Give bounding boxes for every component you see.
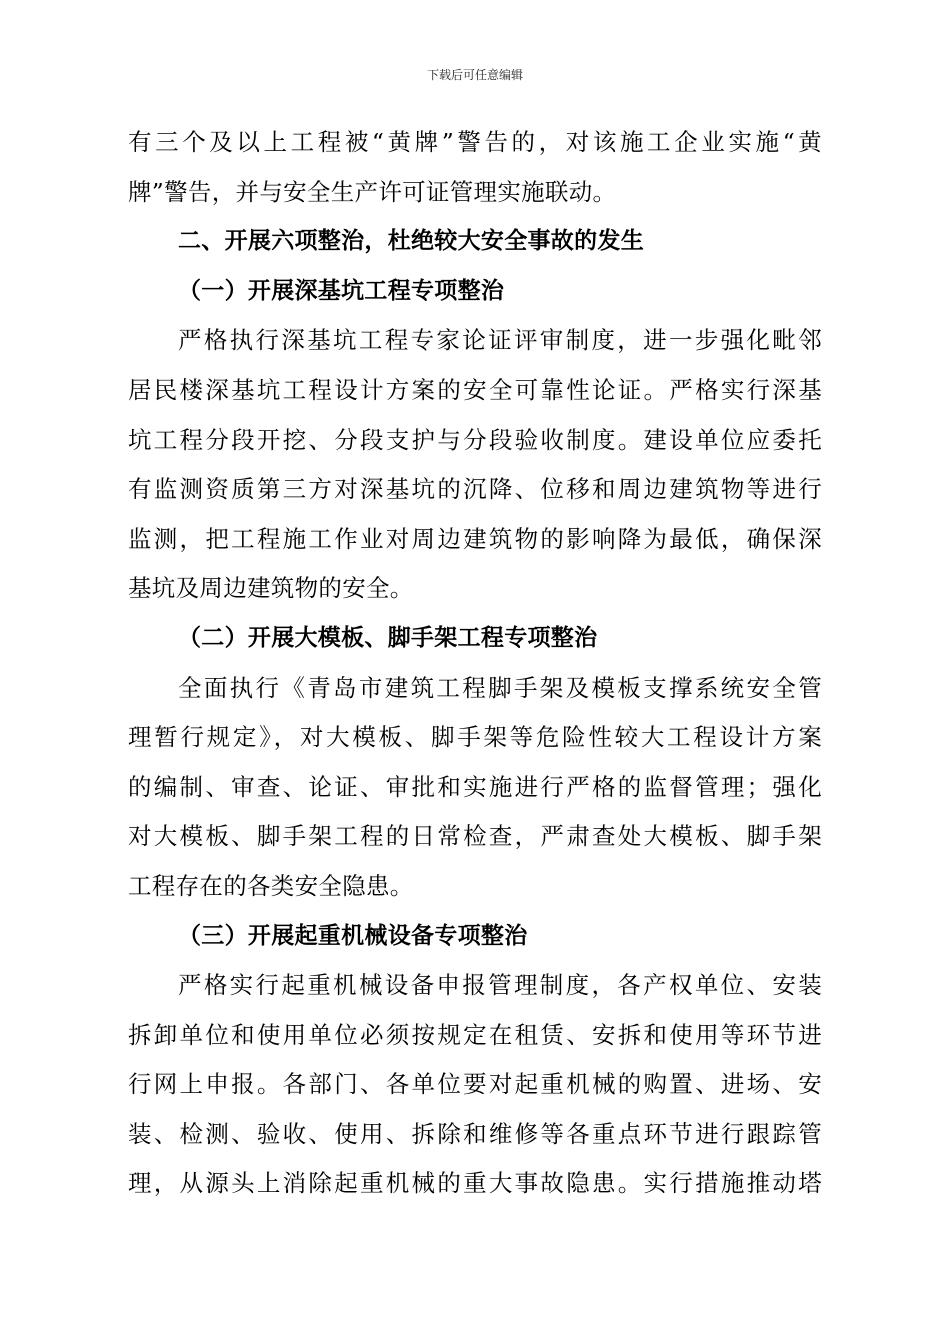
paragraph-line: 全面执行《青岛市建筑工程脚手架及模板支撑系统安全管 — [178, 673, 822, 702]
paragraph-line: 对大模板、脚手架工程的日常检查，严肃查处大模板、脚手架 — [128, 822, 822, 851]
page-header-note: 下载后可任意编辑 — [426, 68, 523, 82]
paragraph-line: 严格实行起重机械设备申报管理制度，各产权单位、安装 — [178, 971, 822, 1000]
paragraph-line: 监测，把工程施工作业对周边建筑物的影响降为最低，确保深 — [128, 524, 822, 553]
paragraph-line: 理，从源头上消除起重机械的重大事故隐患。实行措施推动塔 — [128, 1169, 822, 1198]
paragraph-line: 工程存在的各类安全隐患。 — [128, 871, 414, 900]
document-body — [128, 118, 822, 1209]
subsection-heading: （三）开展起重机械设备专项整治 — [178, 922, 528, 949]
paragraph-line: 坑工程分段开挖、分段支护与分段验收制度。建设单位应委托 — [128, 425, 822, 454]
subsection-heading: （一）开展深基坑工程专项整治 — [178, 277, 505, 304]
paragraph-line: 有监测资质第三方对深基坑的沉降、位移和周边建筑物等进行 — [128, 475, 822, 504]
paragraph-line: 理暂行规定》，对大模板、脚手架等危险性较大工程设计方案 — [128, 723, 822, 752]
paragraph-line: 牌”警告，并与安全生产许可证管理实施联动。 — [128, 177, 617, 206]
paragraph-line: 装、检测、验收、使用、拆除和维修等各重点环节进行跟踪管 — [128, 1119, 822, 1148]
section-heading: 二、开展六项整治，杜绝较大安全事故的发生 — [178, 228, 644, 255]
paragraph-line: 的编制、审查、论证、审批和实施进行严格的监督管理；强化 — [128, 772, 822, 801]
paragraph-line: 基坑及周边建筑物的安全。 — [128, 574, 414, 603]
paragraph-line: 拆卸单位和使用单位必须按规定在租赁、安拆和使用等环节进 — [128, 1020, 822, 1049]
paragraph-line: 严格执行深基坑工程专家论证评审制度，进一步强化毗邻 — [178, 326, 822, 355]
paragraph-line: 有三个及以上工程被“黄牌”警告的，对该施工企业实施“黄 — [128, 128, 822, 156]
paragraph-line: 居民楼深基坑工程设计方案的安全可靠性论证。严格实行深基 — [128, 375, 822, 404]
paragraph-line: 行网上申报。各部门、各单位要对起重机械的购置、进场、安 — [128, 1070, 822, 1099]
subsection-heading: （二）开展大模板、脚手架工程专项整治 — [178, 624, 598, 651]
